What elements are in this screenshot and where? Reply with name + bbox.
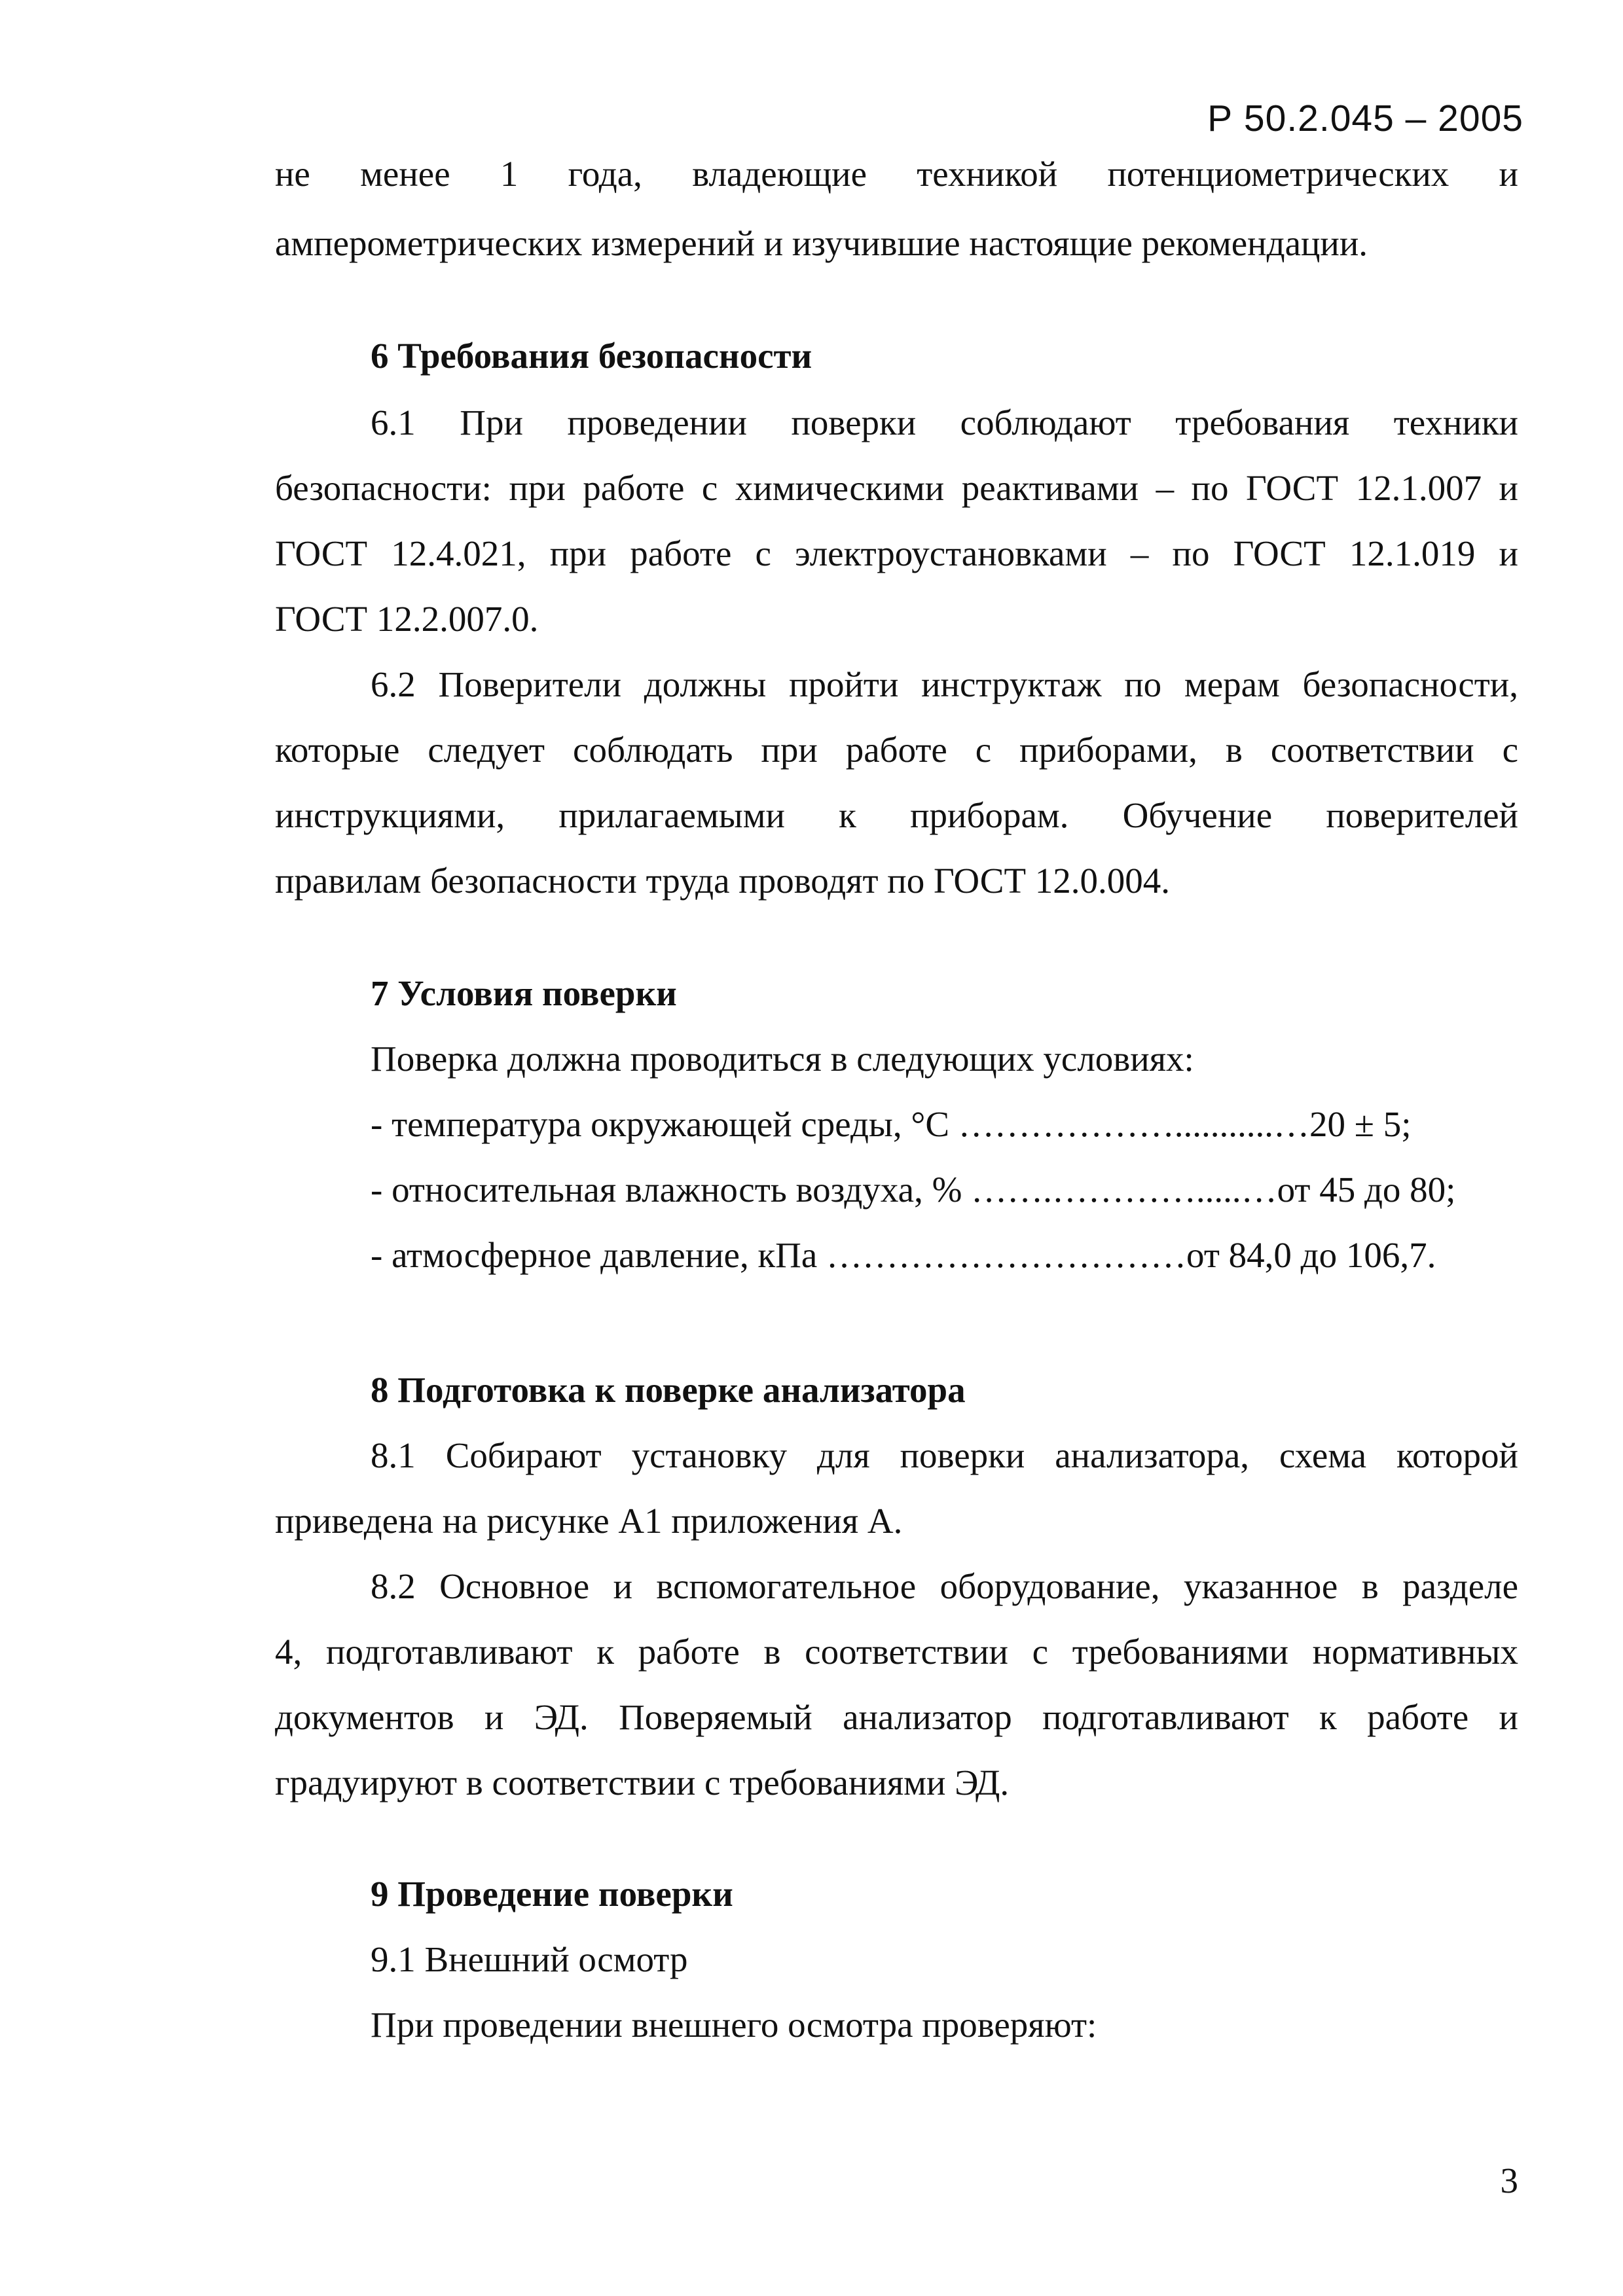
section-6-1-line-3: ГОСТ 12.4.021, при работе с электроустановками – по ГОСТ 12.1.019 и: [275, 533, 1518, 573]
section-6-2-line-3: инструкциями, прилагаемыми к приборам. Обучение поверителей: [275, 795, 1518, 835]
section-7-intro: Поверка должна проводиться в следующих условиях:: [371, 1039, 1194, 1079]
section-8-2-line-2: 4, подготавливают к работе в соответствии с требованиями нормативных: [275, 1632, 1518, 1672]
section-8-1-line-2: приведена на рисунке А1 приложения А.: [275, 1501, 903, 1541]
condition-humidity: - относительная влажность воздуха, % …….………….....…от 45 до 80;: [371, 1170, 1456, 1210]
section-8-2-line-4: градуируют в соответствии с требованиями ЭД.: [275, 1763, 1010, 1803]
section-6-1-line-2: безопасности: при работе с химическими реактивами – по ГОСТ 12.1.007 и: [275, 468, 1518, 508]
intro-line-1: не менее 1 года, владеющие техникой потенциометрических и: [275, 154, 1518, 194]
condition-temperature: - температура окружающей среды, °С ………………...........…20 ± 5;: [371, 1104, 1412, 1144]
section-9-1-intro: При проведении внешнего осмотра проверяют:: [371, 2005, 1097, 2045]
section-6-1-line-4: ГОСТ 12.2.007.0.: [275, 599, 539, 639]
section-7-heading: 7 Условия поверки: [371, 973, 677, 1013]
section-8-heading: 8 Подготовка к поверке анализатора: [371, 1370, 966, 1410]
section-8-2-line-1: 8.2 Основное и вспомогательное оборудование, указанное в разделе: [371, 1566, 1518, 1606]
section-8-2-line-3: документов и ЭД. Поверяемый анализатор подготавливают к работе и: [275, 1697, 1518, 1737]
intro-line-2: амперометрических измерений и изучившие настоящие рекомендации.: [275, 223, 1368, 263]
section-6-2-line-1: 6.2 Поверители должны пройти инструктаж по мерам безопасности,: [371, 664, 1518, 704]
section-6-heading: 6 Требования безопасности: [371, 336, 812, 376]
page-number: 3: [1500, 2161, 1518, 2200]
document-code: Р 50.2.045 – 2005: [1207, 98, 1523, 139]
section-6-1-line-1: 6.1 При проведении поверки соблюдают требования техники: [371, 403, 1518, 442]
section-6-2-line-2: которые следует соблюдать при работе с приборами, в соответствии с: [275, 730, 1518, 770]
condition-pressure: - атмосферное давление, кПа …………………………от 84,0 до 106,7.: [371, 1235, 1436, 1275]
section-6-2-line-4: правилам безопасности труда проводят по ГОСТ 12.0.004.: [275, 861, 1171, 901]
section-8-1-line-1: 8.1 Собирают установку для поверки анализатора, схема которой: [371, 1435, 1518, 1475]
section-9-1-subheading: 9.1 Внешний осмотр: [371, 1939, 688, 1979]
section-9-heading: 9 Проведение поверки: [371, 1874, 733, 1914]
